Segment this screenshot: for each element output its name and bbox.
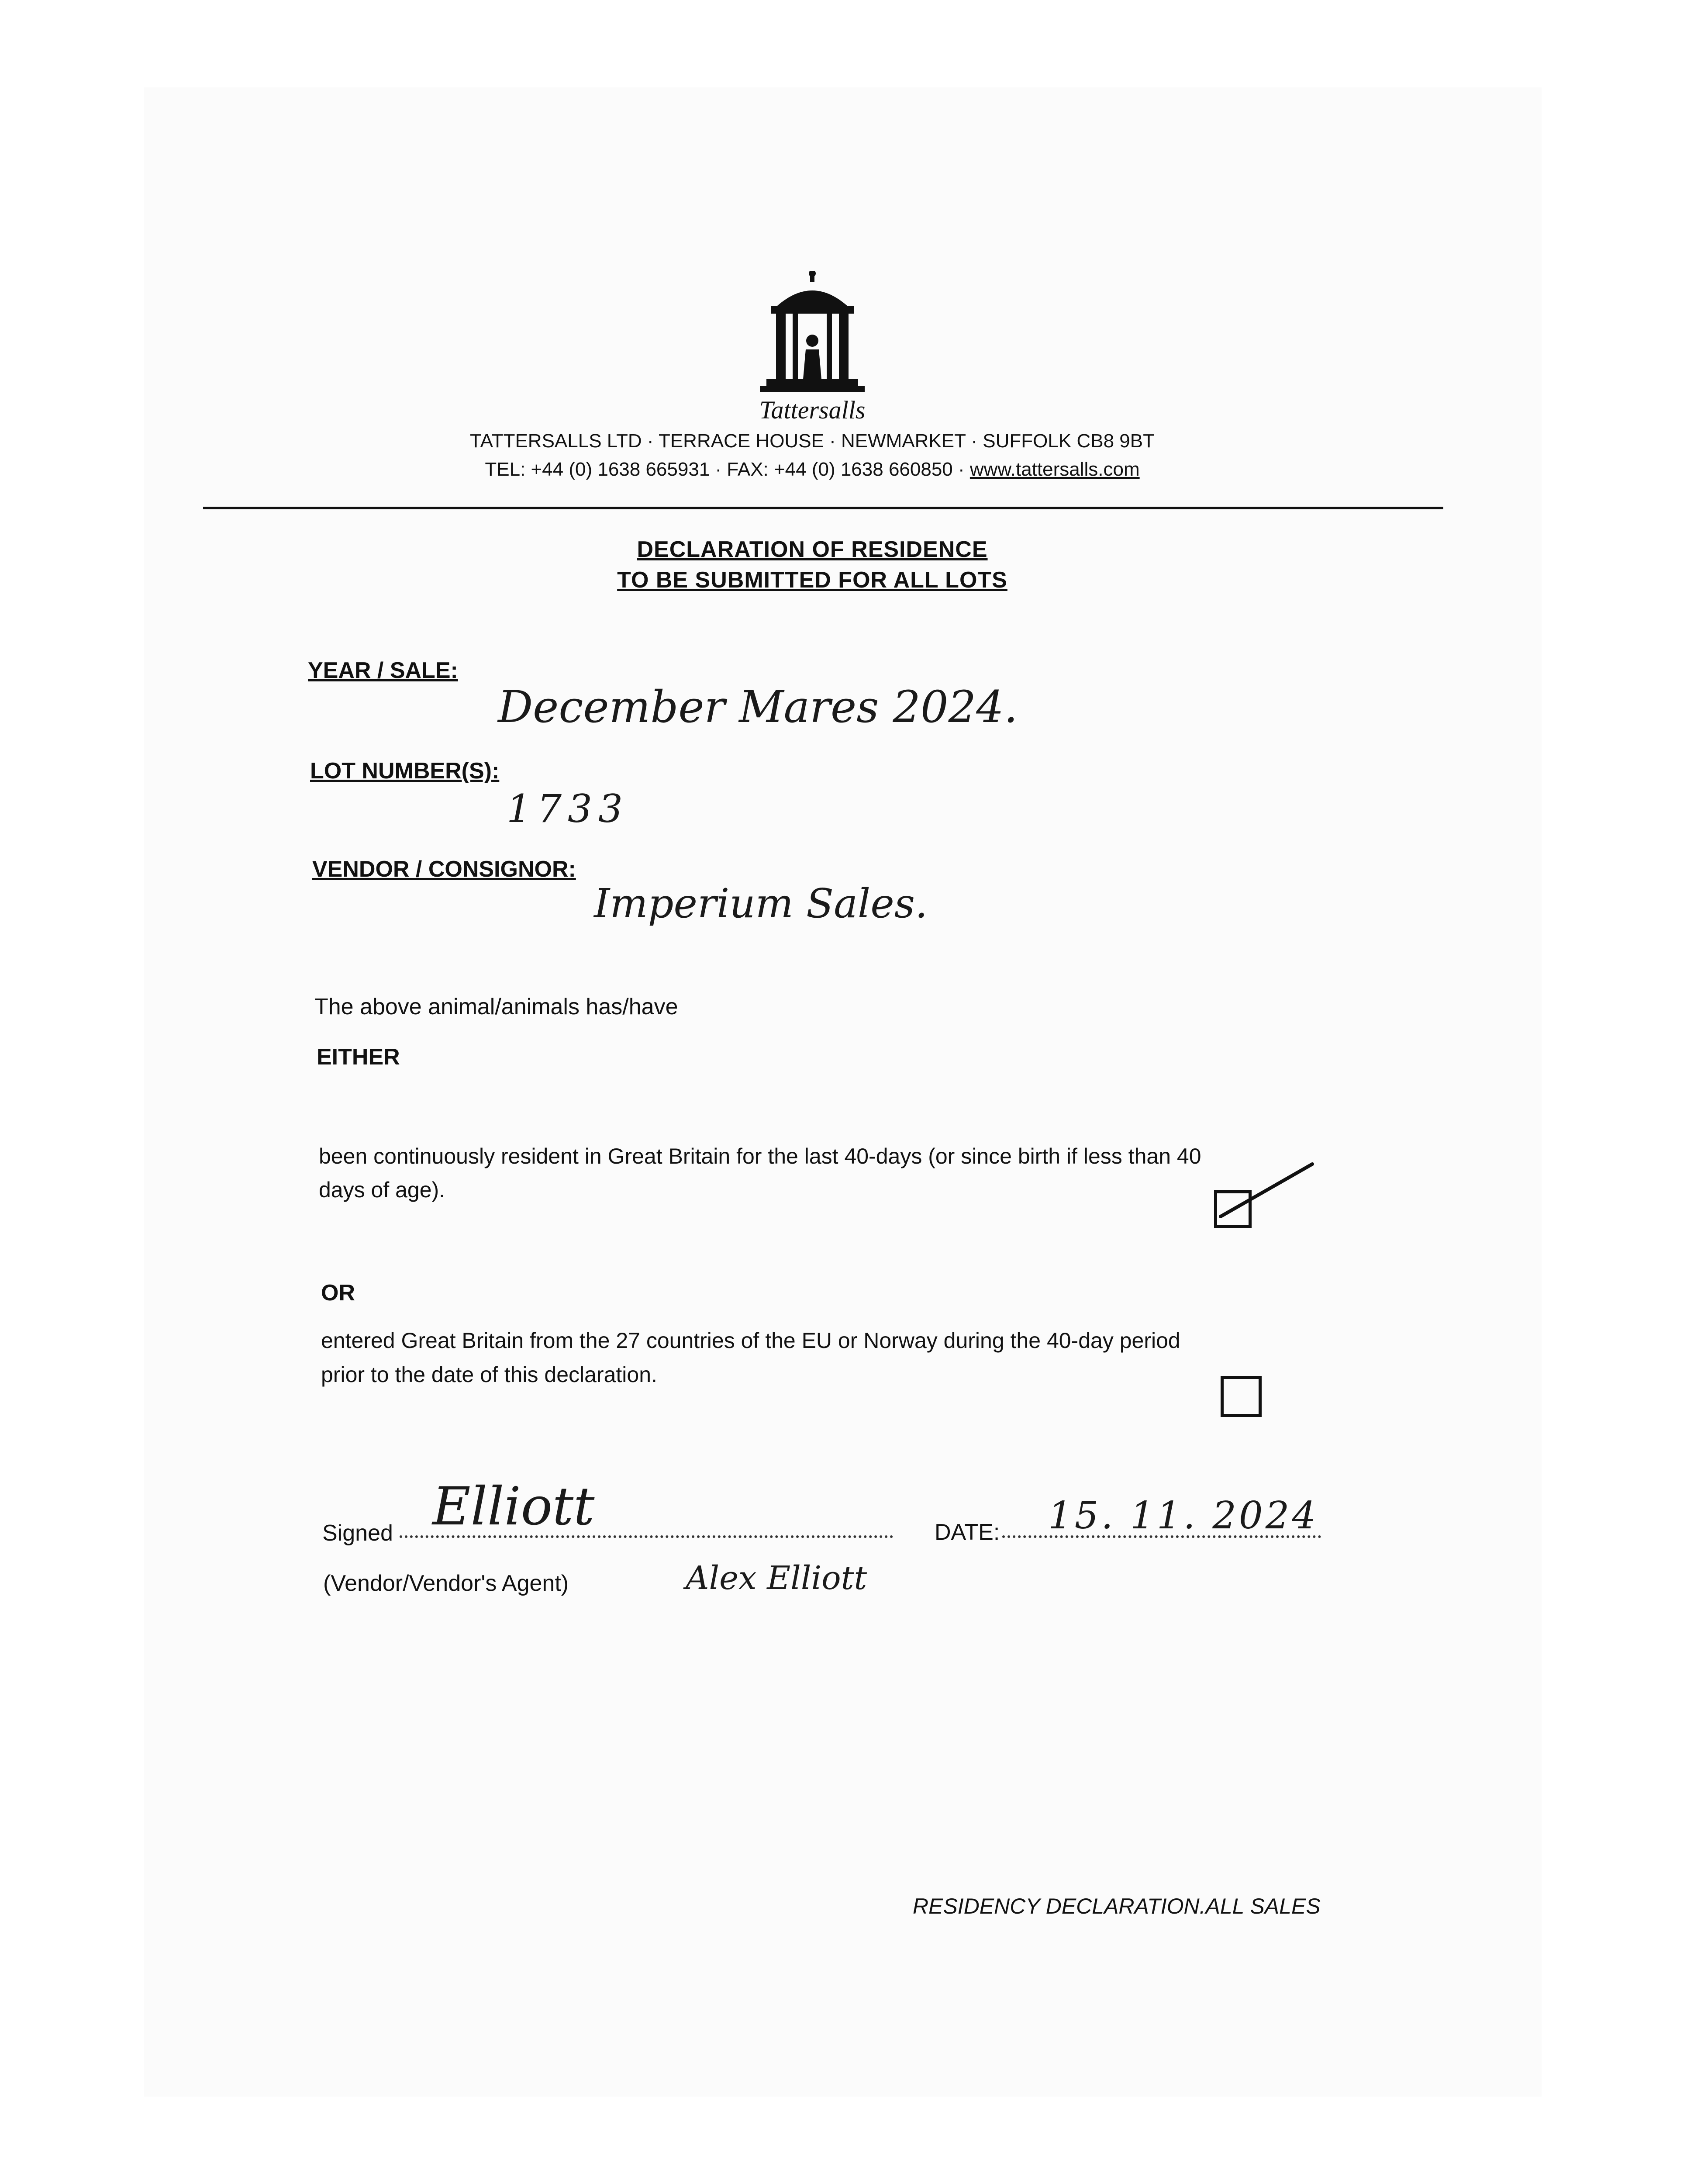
tattersalls-logo <box>758 271 867 393</box>
contact-numbers: TEL: +44 (0) 1638 665931 · FAX: +44 (0) 1638 660850 · <box>485 459 970 480</box>
document-title: DECLARATION OF RESIDENCE <box>637 537 988 562</box>
either-label: EITHER <box>317 1044 400 1070</box>
option2-text-line1: entered Great Britain from the 27 countries of the EU or Norway during the 40-day period <box>321 1328 1180 1353</box>
lot-numbers-label: LOT NUMBER(S): <box>310 758 500 784</box>
footer-code: RESIDENCY DECLARATION.ALL SALES <box>913 1894 1321 1918</box>
brand-name: Tattersalls <box>759 396 866 424</box>
vendor-value: Imperium Sales. <box>594 880 928 927</box>
website-link[interactable]: www.tattersalls.com <box>969 459 1140 480</box>
signed-label: Signed <box>322 1521 393 1546</box>
option2-checkbox[interactable] <box>1221 1376 1262 1417</box>
header-divider <box>203 507 1443 509</box>
lot-numbers-value: 1733 <box>507 786 629 831</box>
vendor-label: VENDOR / CONSIGNOR: <box>312 857 576 882</box>
printed-name: Alex Elliott <box>686 1559 867 1597</box>
vendor-agent-label: (Vendor/Vendor's Agent) <box>323 1571 569 1596</box>
year-sale-value: December Mares 2024. <box>498 681 1018 733</box>
year-sale-label: YEAR / SALE: <box>308 658 458 683</box>
document-subtitle: TO BE SUBMITTED FOR ALL LOTS <box>617 567 1007 593</box>
signature: Elliott <box>432 1476 595 1537</box>
statement-intro: The above animal/animals has/have <box>314 994 678 1019</box>
company-contact <box>349 459 1275 480</box>
or-label: OR <box>321 1280 355 1306</box>
option1-text-line1: been continuously resident in Great Britain for the last 40-days (or since birth if less than 40 <box>319 1144 1201 1168</box>
option2-text-line2: prior to the date of this declaration. <box>321 1362 657 1387</box>
option1-check-mark <box>1212 1160 1325 1225</box>
company-address: TATTERSALLS LTD · TERRACE HOUSE · NEWMARKET · SUFFOLK CB8 9BT <box>470 430 1155 452</box>
date-label: DATE: <box>935 1520 1000 1545</box>
option1-text-line2: days of age). <box>319 1178 445 1202</box>
date-value: 15. 11. 2024 <box>1048 1494 1319 1538</box>
